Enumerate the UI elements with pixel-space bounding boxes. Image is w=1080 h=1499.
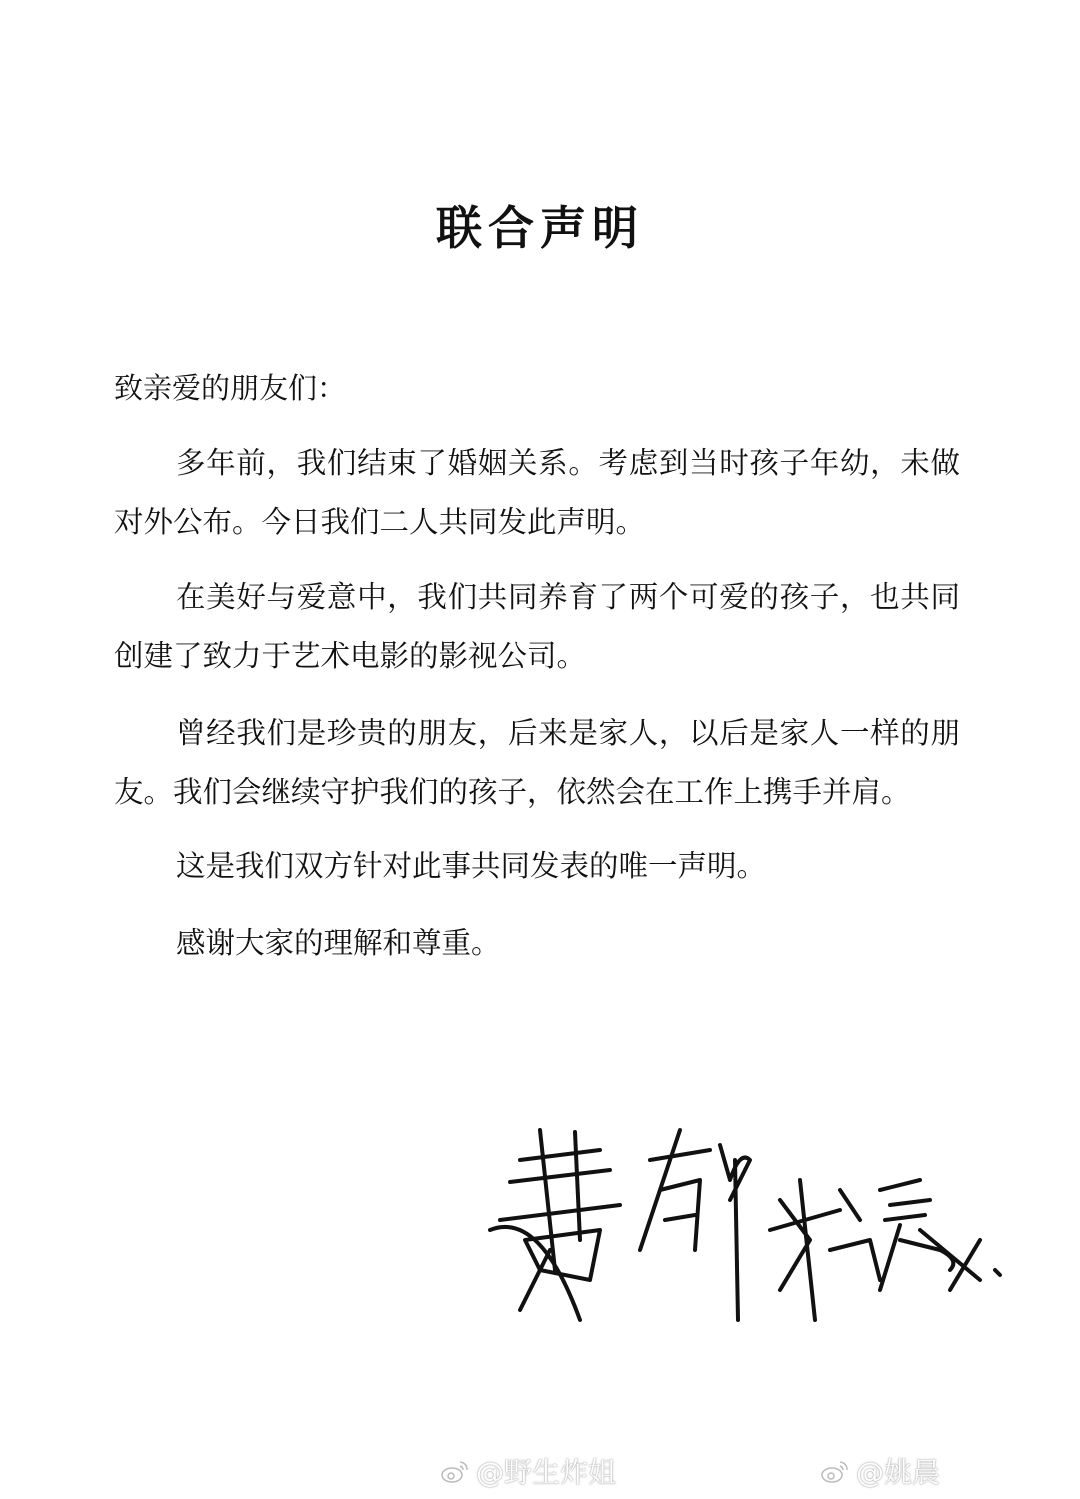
salutation: 致亲爱的朋友们： (114, 371, 347, 405)
handwritten-signature (480, 1120, 1040, 1350)
paragraph: 多年前，我们结束了婚姻关系。考虑到当时孩子年幼，未做对外公布。今日我们二人共同发此声明。 (114, 446, 960, 539)
weibo-watermark (820, 1451, 940, 1491)
paragraph: 感谢大家的理解和尊重。 (176, 926, 501, 960)
watermark-text: @野生炸姐 (476, 1456, 617, 1489)
statement-title: 联合声明 (436, 201, 644, 255)
weibo-icon (820, 1458, 850, 1484)
weibo-icon (440, 1458, 470, 1484)
weibo-watermark (440, 1451, 616, 1491)
paragraph: 在美好与爱意中，我们共同养育了两个可爱的孩子，也共同创建了致力于艺术电影的影视公司。 (114, 580, 960, 673)
watermark-text: @姚晨 (856, 1456, 941, 1489)
paragraph: 这是我们双方针对此事共同发表的唯一声明。 (176, 849, 767, 883)
paragraph: 曾经我们是珍贵的朋友，后来是家人，以后是家人一样的朋友。我们会继续守护我们的孩子，依然会在工作上携手并肩。 (114, 716, 960, 809)
